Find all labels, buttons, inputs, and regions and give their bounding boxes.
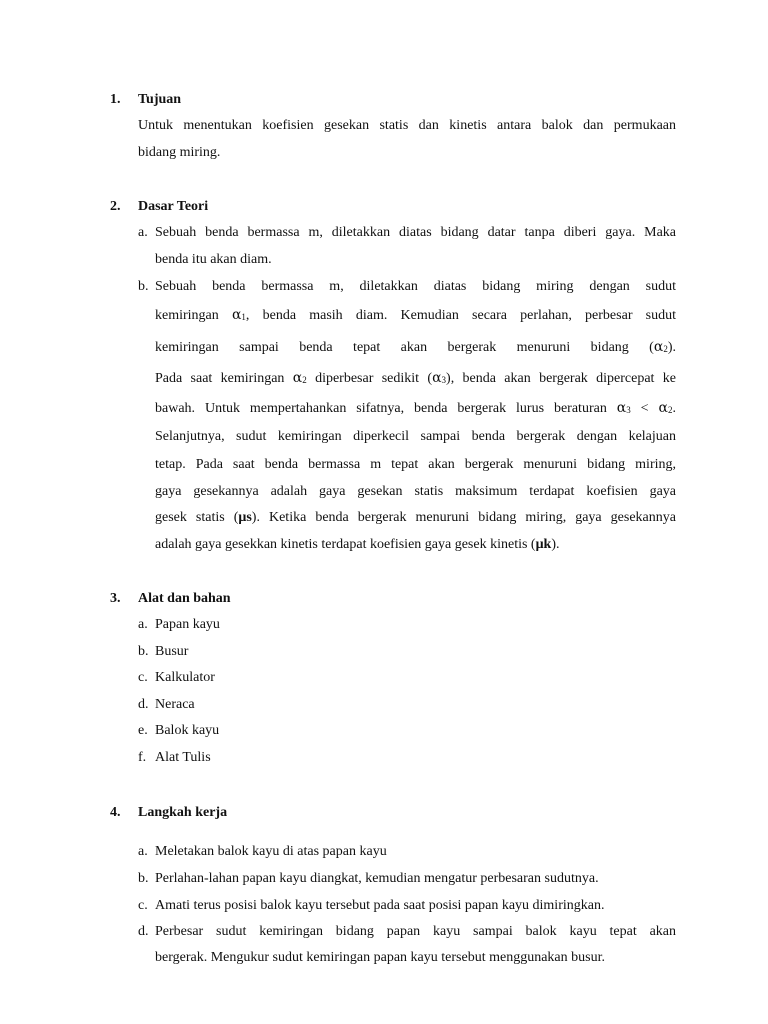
item-text: Neraca [155,697,195,712]
list-item-continuation [138,370,676,387]
item-line: benda itu akan diam. [155,252,272,267]
list-item-continuation [138,307,676,324]
list-item [138,617,676,633]
item-line: Sebuah benda bermassa m, diletakkan diatas bidang miring dengan sudut [155,279,676,294]
item-line: bergerak. Mengukur sudut kemiringan papan kayu tersebut menggunakan busur. [155,950,605,965]
list-marker: f. [138,750,147,765]
list-item [138,750,676,766]
list-item-continuation [138,537,676,553]
list-item [138,844,676,860]
item-line: Selanjutnya, sudut kemiringan diperkecil sampai benda bergerak dengan kelajuan [155,429,676,444]
paragraph-line: bidang miring. [138,145,221,160]
item-line: adalah gaya gesekkan kinetis terdapat koefisien gaya gesek kinetis (μk). [155,537,560,552]
item-line: Perbesar sudut kemiringan bidang papan kayu sampai balok kayu tepat akan [155,924,676,939]
section-title: Alat dan bahan [138,591,231,606]
section-langkah-kerja [110,805,678,975]
list-item [138,924,676,940]
section-alat-dan-bahan [110,591,678,771]
list-item-continuation [138,339,676,356]
list-item-continuation [138,252,676,268]
list-item-continuation [138,510,676,526]
list-marker: e. [138,723,148,738]
item-line: Sebuah benda bermassa m, diletakkan diatas bidang datar tanpa diberi gaya. Maka [155,225,676,240]
section-number: 3. [110,591,121,606]
item-text: Balok kayu [155,723,220,738]
item-line: kemiringan $\alpha_1$, benda masih diam. Kemudian secara perlahan, perbesar sudut [155,307,676,323]
item-line: kemiringan sampai benda tepat akan bergerak menuruni bidang $(\alpha_2)$. [155,339,676,355]
item-line: Pada saat kemiringan $\alpha_2$ diperbesar sedikit $(\alpha_3)$, benda akan bergerak dipercepat ke [155,370,676,386]
item-text: Alat Tulis [155,750,211,765]
mu-k-symbol: μk [535,537,552,552]
list-marker: c. [138,898,148,913]
item-line: tetap. Pada saat benda bermassa m tepat akan bergerak menuruni bidang miring, [155,457,676,472]
list-marker: b. [138,644,149,659]
section-title: Dasar Teori [138,199,209,214]
alpha-symbol: α [432,370,442,386]
section-number: 2. [110,199,121,214]
alpha-symbol: α [292,370,303,386]
mu-s-symbol: μs [238,510,252,525]
alpha-symbol: α [658,400,668,416]
section-dasar-teori [110,199,678,559]
item-text: Busur [155,644,189,659]
item-text: Papan kayu [155,617,220,632]
item-line: bawah. Untuk mempertahankan sifatnya, benda bergerak lurus beraturan $\alpha_3 < \alpha_2$. [155,400,676,416]
item-line: Amati terus posisi balok kayu tersebut pada saat posisi papan kayu dimiringkan. [155,898,605,913]
alpha-symbol: α [653,339,664,355]
list-item [138,871,676,887]
list-item [138,644,676,660]
list-item [138,670,676,686]
list-item-continuation [138,950,676,966]
list-marker: d. [138,697,149,712]
list-marker: a. [138,617,148,632]
section-title: Langkah kerja [138,805,228,820]
list-item [138,225,676,241]
list-item-continuation [138,484,676,500]
list-item-continuation [138,457,676,473]
list-marker: b. [138,279,149,294]
item-line: gaya gesekannya adalah gaya gesekan statis maksimum terdapat koefisien gaya [155,484,676,499]
list-item-continuation [138,400,676,417]
list-marker: c. [138,670,148,685]
alpha-symbol: α [231,307,242,323]
list-item [138,697,676,713]
section-number: 4. [110,805,121,820]
alpha-symbol: α [616,400,627,416]
list-item [138,898,676,914]
list-marker: a. [138,844,148,859]
list-marker: d. [138,924,149,939]
section-title: Tujuan [138,92,182,107]
list-item [138,723,676,739]
list-marker: a. [138,225,148,240]
list-item [138,279,676,295]
item-text: Kalkulator [155,670,215,685]
item-line: Meletakan balok kayu di atas papan kayu [155,844,387,859]
item-line: gesek statis (μs). Ketika benda bergerak menuruni bidang miring, gaya gesekannya [155,510,676,525]
section-tujuan [110,92,678,172]
section-number: 1. [110,92,121,107]
item-line: Perlahan-lahan papan kayu diangkat, kemudian mengatur perbesaran sudutnya. [155,871,599,886]
paragraph-line: Untuk menentukan koefisien gesekan statis dan kinetis antara balok dan permukaan [138,118,676,133]
list-marker: b. [138,871,149,886]
list-item-continuation [138,429,676,445]
